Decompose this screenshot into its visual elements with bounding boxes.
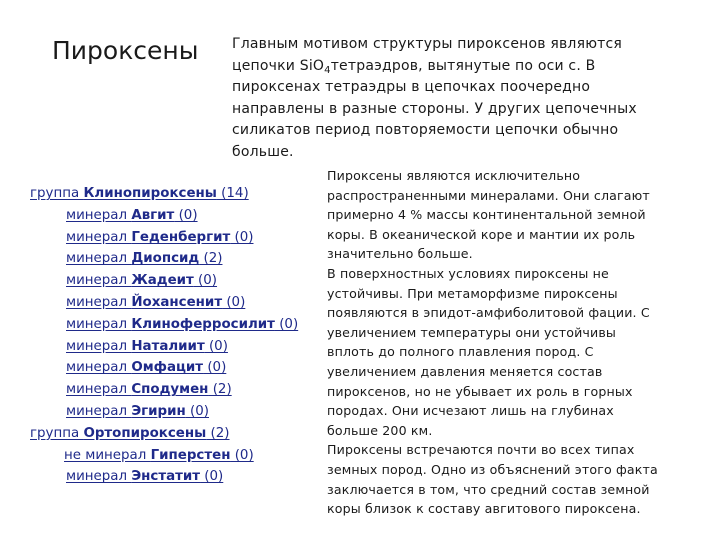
tree-item-text: (0) xyxy=(193,273,218,289)
tree-item-diopside[interactable] xyxy=(30,248,320,270)
tree-item-text: (0) xyxy=(200,469,224,485)
tree-item-text: минерал xyxy=(66,316,132,332)
paragraph-abundance: Пироксены являются исключительно распространенными минералами. Они слагают примерно 4 % массы континентальной земной коры. В океанической коре и мантии их роль значительно больше. xyxy=(327,168,650,262)
tree-item-text: (0) xyxy=(203,360,227,376)
tree-item-text: минерал xyxy=(66,403,132,419)
intro-text-before-formula: Главным мотивом структуры пироксенов являются цепочки SiO xyxy=(232,36,623,74)
tree-item-text: (14) xyxy=(216,186,249,201)
description-text xyxy=(327,166,665,519)
tree-item-augite[interactable] xyxy=(30,205,320,227)
tree-item-name: Сподумен xyxy=(131,382,209,398)
tree-item-text: минерал xyxy=(66,273,132,289)
tree-item-name: Диопсид xyxy=(131,251,200,267)
tree-item-text: (0) xyxy=(204,338,228,354)
tree-item-text: (0) xyxy=(185,403,209,419)
tree-item-name: Эгирин xyxy=(131,403,186,419)
tree-item-text: минерал xyxy=(66,229,132,245)
tree-item-omphacite[interactable] xyxy=(30,357,320,379)
tree-item-name: Геденбергит xyxy=(131,229,231,245)
mineral-tree xyxy=(30,183,320,488)
tree-group-orthopyroxenes[interactable] xyxy=(30,423,320,445)
paragraph-stability: В поверхностных условиях пироксены не устойчивы. При метаморфизме пироксены появляются в эпидот-амфиболитовой фации. С увеличением температуры они устойчивы вплоть до полного плавления пород. С увеличением давления меняется состав пироксенов, но не убывает их роль в горных породах. Они исчезают лишь на глубинах больше 200 км. xyxy=(327,265,650,438)
tree-item-text: (0) xyxy=(230,229,254,245)
tree-item-text: минерал xyxy=(66,207,132,223)
tree-item-johannsenite[interactable] xyxy=(30,292,320,314)
tree-item-name: Йохансенит xyxy=(131,294,223,310)
tree-item-enstatite[interactable] xyxy=(30,466,320,488)
tree-item-text: не минерал xyxy=(64,447,151,463)
tree-item-text: (2) xyxy=(208,382,232,398)
tree-item-text: (0) xyxy=(274,316,299,332)
tree-item-text: минерал xyxy=(66,338,132,354)
intro-text-after-formula: тетраэдров, вытянутые по оси с. В пироксенах тетраэдры в цепочках поочередно направлены в разные стороны. У других цепочечных силикатов период повторяемости цепочки обычно больше. xyxy=(232,57,637,160)
tree-group-clinopyroxenes[interactable] xyxy=(30,183,320,205)
formula-subscript: 4 xyxy=(324,64,331,76)
tree-item-text: (0) xyxy=(174,207,198,223)
tree-item-text: минерал xyxy=(66,251,132,267)
paragraph-occurrence: Пироксены встречаются почти во всех типах земных пород. Одно из объяснений этого факта заключается в том, что средний состав земной коры близок к составу авгитового пироксена. xyxy=(327,442,658,517)
tree-item-name: Гиперстен xyxy=(150,447,231,463)
page-title: Пироксены xyxy=(52,36,199,65)
tree-item-spodumene[interactable] xyxy=(30,379,320,401)
tree-item-aegirine[interactable] xyxy=(30,401,320,423)
tree-item-name: Энстатит xyxy=(131,469,201,485)
tree-item-name: Жадеит xyxy=(131,273,194,289)
tree-item-name: Клинопироксены xyxy=(83,186,217,201)
tree-item-name: Авгит xyxy=(131,207,175,223)
tree-item-name: Омфацит xyxy=(131,360,204,376)
tree-item-hedenbergite[interactable] xyxy=(30,227,320,249)
tree-item-hypersthene[interactable] xyxy=(30,445,320,467)
intro-paragraph xyxy=(232,34,662,163)
tree-item-name: Клиноферросилит xyxy=(131,316,275,332)
tree-item-text: минерал xyxy=(66,360,132,376)
tree-item-text: (0) xyxy=(230,447,254,463)
tree-item-text: (2) xyxy=(199,251,223,267)
tree-item-text: минерал xyxy=(66,469,132,485)
tree-item-text: группа xyxy=(30,186,84,201)
tree-item-text: (2) xyxy=(206,425,230,441)
tree-item-clinoferrosilite[interactable] xyxy=(30,314,320,336)
tree-item-text: (0) xyxy=(222,294,246,310)
tree-item-jadeite[interactable] xyxy=(30,270,320,292)
tree-item-name: Ортопироксены xyxy=(83,425,207,441)
tree-item-namansilite[interactable] xyxy=(30,336,320,358)
tree-item-text: минерал xyxy=(66,294,132,310)
tree-item-text: группа xyxy=(30,425,84,441)
tree-item-name: Наталиит xyxy=(131,338,205,354)
tree-item-text: минерал xyxy=(66,382,132,398)
